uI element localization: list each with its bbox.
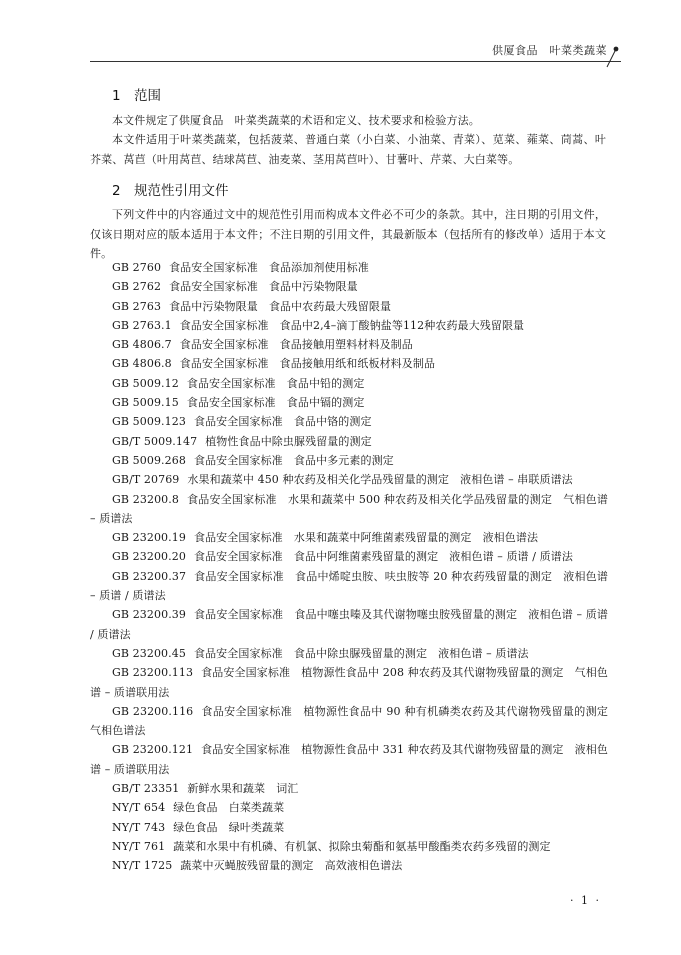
reference-item: [90, 798, 608, 817]
scope-paragraph-1: 本文件规定了供厦食品 叶菜类蔬菜的术语和定义、技术要求和检验方法。: [112, 114, 480, 127]
reference-item: [90, 451, 608, 470]
reference-code: GB 23200.113: [112, 666, 194, 680]
reference-title: 食品安全国家标准 食品中噻虫嗪及其代谢物噻虫胺残留量的测定 液相色谱 – 质谱 / 质谱法: [90, 608, 608, 641]
reference-item: [90, 528, 608, 547]
reference-title: 食品安全国家标准 食品中镉的测定: [186, 396, 365, 410]
header-slash-ornament: [603, 42, 623, 68]
reference-list: [90, 258, 608, 876]
reference-title: 水果和蔬菜中 450 种农药及相关化学品残留量的测定 液相色谱 – 串联质谱法: [187, 473, 573, 487]
reference-code: GB/T 23351: [112, 782, 180, 796]
reference-item: [90, 374, 608, 393]
reference-code: GB 23200.19: [112, 531, 186, 545]
reference-item: [90, 432, 608, 451]
reference-item: [90, 740, 608, 779]
reference-code: GB 2763.1: [112, 318, 172, 332]
section-heading-normative: [112, 179, 229, 199]
reference-title: 植物性食品中除虫脲残留量的测定: [205, 434, 372, 448]
reference-code: NY/T 1725: [112, 859, 173, 873]
reference-code: GB 23200.20: [112, 550, 186, 564]
reference-item: [90, 547, 608, 566]
reference-title: 食品安全国家标准 水果和蔬菜中 500 种农药及相关化学品残留量的测定 气相色谱 – 质谱法: [90, 492, 608, 525]
reference-code: GB 5009.15: [112, 396, 179, 410]
reference-code: GB 5009.268: [112, 453, 186, 467]
reference-title: 食品安全国家标准 食品中铬的测定: [193, 415, 372, 429]
reference-item: [90, 335, 608, 354]
reference-title: 食品中污染物限量 食品中农药最大残留限量: [169, 299, 392, 313]
page-number: · 1 ·: [570, 894, 601, 907]
reference-item: [90, 856, 608, 875]
reference-code: GB 2762: [112, 280, 162, 294]
reference-title: 食品安全国家标准 食品中铅的测定: [186, 376, 365, 390]
reference-title: 食品安全国家标准 植物源性食品中 208 种农药及其代谢物残留量的测定 气相色谱 – 质谱联用法: [90, 666, 608, 699]
scope-paragraph-2: 本文件适用于叶菜类蔬菜，包括菠菜、普通白菜（小白菜、小油菜、青菜）、苋菜、蕹菜、茼蒿、叶芥菜、莴苣（叶用莴苣、结球莴苣、油麦菜、茎用莴苣叶）、甘薯叶、芹菜、大白菜等。: [90, 133, 606, 166]
reference-item: [90, 567, 608, 606]
reference-title: 食品安全国家标准 食品中除虫脲残留量的测定 液相色谱 – 质谱法: [193, 646, 529, 660]
section-title: 规范性引用文件: [134, 183, 229, 199]
reference-item: [90, 663, 608, 702]
reference-item: [90, 393, 608, 412]
reference-code: GB 5009.12: [112, 376, 179, 390]
reference-title: 食品安全国家标准 植物源性食品中 331 种农药及其代谢物残留量的测定 液相色谱 – 质谱联用法: [90, 743, 608, 776]
reference-title: 食品安全国家标准 食品中2,4–滴丁酸钠盐等112种农药最大残留限量: [179, 318, 525, 332]
reference-item: [90, 702, 608, 741]
reference-code: GB/T 20769: [112, 473, 180, 487]
reference-title: 食品安全国家标准 食品中多元素的测定: [193, 453, 394, 467]
reference-title: 食品安全国家标准 植物源性食品中 90 种有机磷类农药及其代谢物残留量的测定气相色谱法: [90, 704, 608, 738]
reference-code: GB 23200.39: [112, 608, 186, 622]
reference-title: 蔬菜中灭蝇胺残留量的测定 高效液相色谱法: [180, 859, 403, 873]
reference-title: 新鲜水果和蔬菜 词汇: [187, 782, 299, 796]
reference-item: [90, 316, 608, 335]
reference-item: [90, 412, 608, 431]
reference-code: GB 23200.121: [112, 743, 194, 757]
reference-title: 食品安全国家标准 食品中污染物限量: [169, 280, 358, 294]
reference-code: GB/T 5009.147: [112, 434, 198, 448]
reference-code: GB 23200.8: [112, 492, 179, 506]
reference-item: [90, 490, 608, 529]
reference-item: [90, 837, 608, 856]
section-heading-scope: [112, 84, 161, 104]
reference-code: GB 2763: [112, 299, 162, 313]
reference-code: GB 23200.45: [112, 646, 186, 660]
reference-code: NY/T 761: [112, 839, 166, 853]
reference-code: GB 5009.123: [112, 415, 186, 429]
section-number: 2: [112, 183, 121, 199]
reference-title: 食品安全国家标准 食品接触用塑料材料及制品: [179, 338, 413, 352]
reference-item: [90, 470, 608, 489]
reference-item: [90, 258, 608, 277]
section-number: 1: [112, 88, 121, 104]
reference-code: NY/T 743: [112, 820, 166, 834]
reference-item: [90, 644, 608, 663]
reference-code: GB 23200.37: [112, 569, 187, 583]
reference-title: 绿色食品 白菜类蔬菜: [173, 801, 285, 815]
reference-title: 绿色食品 绿叶类蔬菜: [173, 820, 285, 834]
normative-intro: 下列文件中的内容通过文中的规范性引用而构成本文件必不可少的条款。其中，注日期的引用文件，仅该日期对应的版本适用于本文件；不注日期的引用文件，其最新版本（包括所有的修改单）适用于本文件。: [90, 208, 606, 260]
reference-item: [90, 297, 608, 316]
reference-code: GB 4806.7: [112, 338, 172, 352]
reference-item: [90, 277, 608, 296]
reference-item: [90, 605, 608, 644]
reference-item: [90, 818, 608, 837]
reference-item: [90, 779, 608, 798]
reference-title: 食品安全国家标准 食品添加剂使用标准: [169, 261, 369, 274]
reference-code: NY/T 654: [112, 801, 166, 815]
section-title: 范围: [134, 88, 161, 104]
reference-code: GB 23200.116: [112, 704, 194, 718]
running-header-text: 供厦食品 叶菜类蔬菜: [492, 44, 607, 57]
reference-item: [90, 354, 608, 373]
reference-title: 食品安全国家标准 水果和蔬菜中阿维菌素残留量的测定 液相色谱法: [193, 531, 539, 545]
reference-title: 食品安全国家标准 食品中阿维菌素残留量的测定 液相色谱 – 质谱 / 质谱法: [193, 550, 573, 564]
reference-title: 食品安全国家标准 食品接触用纸和纸板材料及制品: [179, 357, 436, 371]
header-rule: [90, 61, 621, 62]
reference-title: 蔬菜和水果中有机磷、有机氯、拟除虫菊酯和氨基甲酸酯类农药多残留的测定: [173, 839, 551, 853]
reference-code: GB 2760: [112, 261, 162, 274]
reference-code: GB 4806.8: [112, 357, 172, 371]
running-header: [90, 40, 621, 62]
reference-title: 食品安全国家标准 食品中烯啶虫胺、呋虫胺等 20 种农药残留量的测定 液相色谱 – 质谱 / 质谱法: [90, 569, 608, 603]
